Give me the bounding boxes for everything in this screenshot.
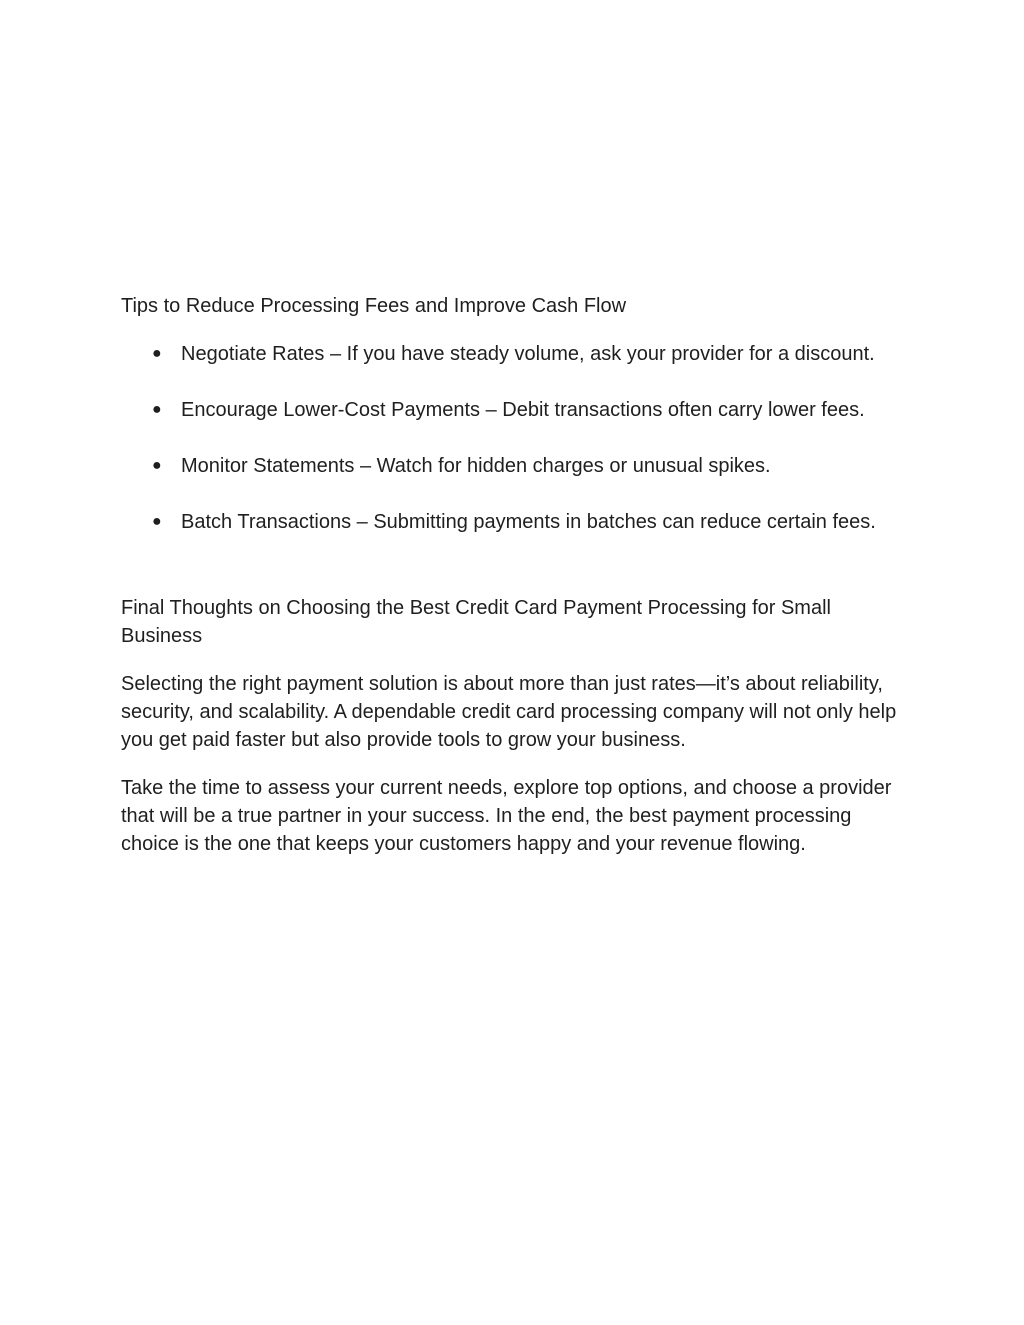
tips-heading: Tips to Reduce Processing Fees and Improve Cash Flow: [121, 295, 627, 317]
final-thoughts-heading: Final Thoughts on Choosing the Best Credit Card Payment Processing for Small Business: [121, 597, 831, 647]
document-content: [121, 292, 911, 858]
list-item-text: Monitor Statements – Watch for hidden charges or unusual spikes.: [181, 455, 771, 477]
final-paragraph-2: Take the time to assess your current needs, explore top options, and choose a provider that will be a true partner in your success. In the end, the best payment processing choice is the one that keeps your customers happy and your revenue flowing.: [121, 777, 892, 855]
list-item-text: Negotiate Rates – If you have steady volume, ask your provider for a discount.: [181, 343, 875, 365]
list-item: [121, 396, 911, 424]
list-item: [121, 508, 911, 536]
list-item: [121, 452, 911, 480]
bullet-icon: ●: [152, 401, 162, 418]
bullet-icon: ●: [152, 457, 162, 474]
bullet-icon: ●: [152, 513, 162, 530]
tips-list: [121, 340, 911, 536]
list-item: [121, 340, 911, 368]
bullet-icon: ●: [152, 345, 162, 362]
final-paragraph-1: Selecting the right payment solution is about more than just rates—it’s about reliability, security, and scalability. A dependable credit card processing company will not only help you get paid faster but also provide tools to grow your business.: [121, 673, 897, 751]
list-item-text: Encourage Lower-Cost Payments – Debit transactions often carry lower fees.: [181, 399, 865, 421]
list-item-text: Batch Transactions – Submitting payments in batches can reduce certain fees.: [181, 511, 876, 533]
